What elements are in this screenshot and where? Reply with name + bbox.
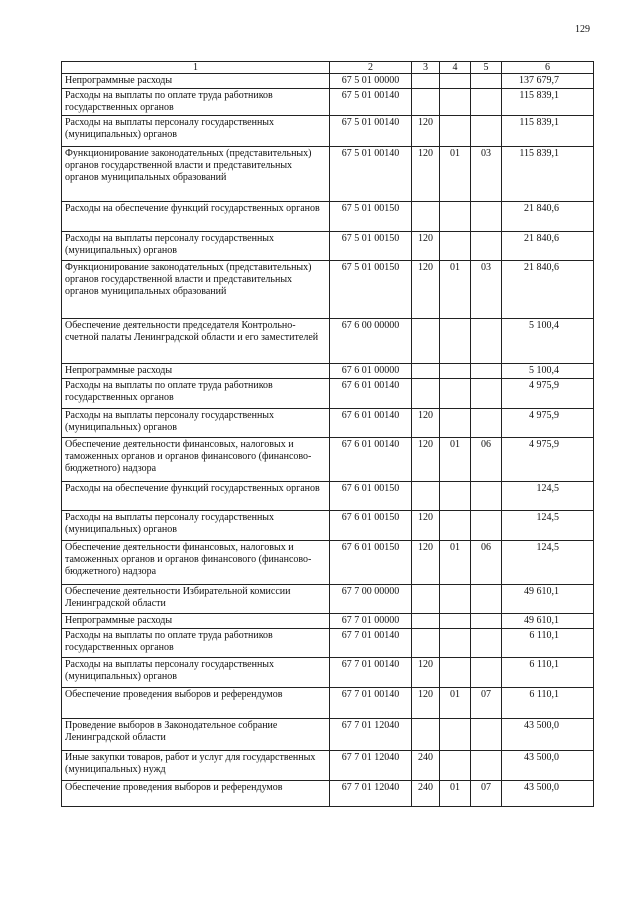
subsection-cell <box>471 614 502 629</box>
amount-cell: 124,5 <box>502 541 594 585</box>
row-name-cell: Непрограммные расходы <box>62 74 330 89</box>
expense-type-cell: 120 <box>412 438 440 482</box>
target-code-cell: 67 5 01 00140 <box>330 89 412 116</box>
row-name-cell: Расходы на выплаты персоналу государственных (муниципальных) органов <box>62 511 330 541</box>
amount-cell: 6 110,1 <box>502 629 594 658</box>
subsection-cell <box>471 379 502 409</box>
target-code-cell: 67 6 01 00000 <box>330 364 412 379</box>
expense-type-cell <box>412 719 440 751</box>
table-row <box>62 147 594 202</box>
table-row <box>62 202 594 232</box>
section-cell: 01 <box>440 541 471 585</box>
section-cell <box>440 658 471 688</box>
table-row <box>62 482 594 511</box>
column-header: 6 <box>502 62 594 74</box>
subsection-cell: 07 <box>471 781 502 807</box>
row-name-cell: Расходы на выплаты персоналу государственных (муниципальных) органов <box>62 409 330 438</box>
row-name-cell: Обеспечение деятельности финансовых, налоговых и таможенных органов и органов финансового (финансово-бюджетного) надзора <box>62 438 330 482</box>
target-code-cell: 67 7 01 00000 <box>330 614 412 629</box>
table-row <box>62 629 594 658</box>
amount-cell: 21 840,6 <box>502 232 594 261</box>
expense-type-cell <box>412 379 440 409</box>
section-cell <box>440 319 471 364</box>
subsection-cell <box>471 719 502 751</box>
row-name-cell: Обеспечение проведения выборов и референдумов <box>62 781 330 807</box>
expense-type-cell <box>412 319 440 364</box>
expense-type-cell <box>412 202 440 232</box>
row-name-cell: Обеспечение деятельности председателя Контрольно-счетной палаты Ленинградской области и его заместителей <box>62 319 330 364</box>
target-code-cell: 67 5 01 00140 <box>330 147 412 202</box>
table-row <box>62 585 594 614</box>
target-code-cell: 67 6 01 00140 <box>330 409 412 438</box>
row-name-cell: Обеспечение деятельности финансовых, налоговых и таможенных органов и органов финансового (финансово-бюджетного) надзора <box>62 541 330 585</box>
target-code-cell: 67 6 01 00150 <box>330 482 412 511</box>
expense-type-cell <box>412 364 440 379</box>
subsection-cell: 03 <box>471 147 502 202</box>
amount-cell: 6 110,1 <box>502 688 594 719</box>
section-cell: 01 <box>440 438 471 482</box>
subsection-cell: 06 <box>471 438 502 482</box>
expense-type-cell: 120 <box>412 541 440 585</box>
table-row <box>62 232 594 261</box>
target-code-cell: 67 6 01 00150 <box>330 511 412 541</box>
target-code-cell: 67 5 01 00150 <box>330 232 412 261</box>
section-cell <box>440 379 471 409</box>
row-name-cell: Расходы на выплаты по оплате труда работников государственных органов <box>62 379 330 409</box>
amount-cell: 43 500,0 <box>502 751 594 781</box>
table-row <box>62 541 594 585</box>
target-code-cell: 67 7 01 12040 <box>330 719 412 751</box>
expense-type-cell: 120 <box>412 409 440 438</box>
row-name-cell: Расходы на обеспечение функций государственных органов <box>62 482 330 511</box>
table-header-row <box>62 62 594 74</box>
table-body <box>62 74 594 807</box>
target-code-cell: 67 7 01 00140 <box>330 688 412 719</box>
subsection-cell <box>471 232 502 261</box>
section-cell <box>440 482 471 511</box>
expense-type-cell <box>412 89 440 116</box>
table-row <box>62 364 594 379</box>
column-header: 5 <box>471 62 502 74</box>
target-code-cell: 67 7 01 12040 <box>330 751 412 781</box>
row-name-cell: Расходы на выплаты по оплате труда работников государственных органов <box>62 629 330 658</box>
section-cell <box>440 232 471 261</box>
expense-type-cell: 240 <box>412 751 440 781</box>
amount-cell: 4 975,9 <box>502 438 594 482</box>
amount-cell: 115 839,1 <box>502 116 594 147</box>
expense-type-cell <box>412 629 440 658</box>
section-cell <box>440 364 471 379</box>
amount-cell: 137 679,7 <box>502 74 594 89</box>
subsection-cell <box>471 751 502 781</box>
target-code-cell: 67 7 01 00140 <box>330 629 412 658</box>
amount-cell: 115 839,1 <box>502 147 594 202</box>
amount-cell: 6 110,1 <box>502 658 594 688</box>
row-name-cell: Функционирование законодательных (представительных) органов государственной власти и представительных органов муниципальных образований <box>62 261 330 319</box>
subsection-cell <box>471 585 502 614</box>
subsection-cell <box>471 658 502 688</box>
subsection-cell <box>471 409 502 438</box>
table-row <box>62 719 594 751</box>
section-cell: 01 <box>440 261 471 319</box>
expense-type-cell <box>412 482 440 511</box>
section-cell: 01 <box>440 147 471 202</box>
column-header: 3 <box>412 62 440 74</box>
section-cell: 01 <box>440 781 471 807</box>
subsection-cell <box>471 116 502 147</box>
section-cell <box>440 202 471 232</box>
subsection-cell <box>471 364 502 379</box>
amount-cell: 4 975,9 <box>502 379 594 409</box>
row-name-cell: Обеспечение проведения выборов и референдумов <box>62 688 330 719</box>
row-name-cell: Расходы на выплаты персоналу государственных (муниципальных) органов <box>62 658 330 688</box>
table-row <box>62 658 594 688</box>
table-row <box>62 751 594 781</box>
subsection-cell <box>471 202 502 232</box>
amount-cell: 124,5 <box>502 482 594 511</box>
target-code-cell: 67 6 00 00000 <box>330 319 412 364</box>
subsection-cell <box>471 319 502 364</box>
table-row <box>62 511 594 541</box>
expense-type-cell: 120 <box>412 116 440 147</box>
row-name-cell: Функционирование законодательных (представительных) органов государственной власти и представительных органов муниципальных образований <box>62 147 330 202</box>
row-name-cell: Расходы на обеспечение функций государственных органов <box>62 202 330 232</box>
table-row <box>62 116 594 147</box>
table-row <box>62 74 594 89</box>
row-name-cell: Иные закупки товаров, работ и услуг для государственных (муниципальных) нужд <box>62 751 330 781</box>
section-cell <box>440 74 471 89</box>
target-code-cell: 67 7 00 00000 <box>330 585 412 614</box>
subsection-cell <box>471 482 502 511</box>
amount-cell: 4 975,9 <box>502 409 594 438</box>
page-number: 129 <box>575 24 590 35</box>
expense-type-cell: 240 <box>412 781 440 807</box>
subsection-cell <box>471 89 502 116</box>
amount-cell: 21 840,6 <box>502 261 594 319</box>
row-name-cell: Непрограммные расходы <box>62 364 330 379</box>
budget-table <box>61 61 594 807</box>
amount-cell: 5 100,4 <box>502 319 594 364</box>
expense-type-cell <box>412 585 440 614</box>
table-row <box>62 409 594 438</box>
section-cell <box>440 89 471 116</box>
table-row <box>62 688 594 719</box>
column-header: 2 <box>330 62 412 74</box>
section-cell <box>440 629 471 658</box>
row-name-cell: Непрограммные расходы <box>62 614 330 629</box>
expense-type-cell: 120 <box>412 658 440 688</box>
section-cell <box>440 719 471 751</box>
expense-type-cell <box>412 74 440 89</box>
section-cell <box>440 511 471 541</box>
subsection-cell: 07 <box>471 688 502 719</box>
expense-type-cell <box>412 614 440 629</box>
table-row <box>62 438 594 482</box>
expense-type-cell: 120 <box>412 232 440 261</box>
target-code-cell: 67 6 01 00150 <box>330 541 412 585</box>
row-name-cell: Обеспечение деятельности Избирательной комиссии Ленинградской области <box>62 585 330 614</box>
subsection-cell <box>471 511 502 541</box>
expense-type-cell: 120 <box>412 261 440 319</box>
target-code-cell: 67 7 01 12040 <box>330 781 412 807</box>
amount-cell: 43 500,0 <box>502 719 594 751</box>
subsection-cell: 03 <box>471 261 502 319</box>
amount-cell: 5 100,4 <box>502 364 594 379</box>
row-name-cell: Расходы на выплаты по оплате труда работников государственных органов <box>62 89 330 116</box>
section-cell <box>440 751 471 781</box>
table-row <box>62 319 594 364</box>
expense-type-cell: 120 <box>412 511 440 541</box>
amount-cell: 49 610,1 <box>502 614 594 629</box>
subsection-cell <box>471 74 502 89</box>
target-code-cell: 67 5 01 00150 <box>330 202 412 232</box>
section-cell: 01 <box>440 688 471 719</box>
target-code-cell: 67 5 01 00150 <box>330 261 412 319</box>
expense-type-cell: 120 <box>412 147 440 202</box>
subsection-cell <box>471 629 502 658</box>
row-name-cell: Расходы на выплаты персоналу государственных (муниципальных) органов <box>62 232 330 261</box>
amount-cell: 49 610,1 <box>502 585 594 614</box>
row-name-cell: Проведение выборов в Законодательное собрание Ленинградской области <box>62 719 330 751</box>
subsection-cell: 06 <box>471 541 502 585</box>
table-row <box>62 614 594 629</box>
table-row <box>62 89 594 116</box>
row-name-cell: Расходы на выплаты персоналу государственных (муниципальных) органов <box>62 116 330 147</box>
section-cell <box>440 614 471 629</box>
section-cell <box>440 585 471 614</box>
expense-type-cell: 120 <box>412 688 440 719</box>
amount-cell: 43 500,0 <box>502 781 594 807</box>
target-code-cell: 67 7 01 00140 <box>330 658 412 688</box>
target-code-cell: 67 5 01 00140 <box>330 116 412 147</box>
table-row <box>62 379 594 409</box>
amount-cell: 124,5 <box>502 511 594 541</box>
table-row <box>62 781 594 807</box>
amount-cell: 21 840,6 <box>502 202 594 232</box>
section-cell <box>440 409 471 438</box>
target-code-cell: 67 6 01 00140 <box>330 379 412 409</box>
column-header: 1 <box>62 62 330 74</box>
column-header: 4 <box>440 62 471 74</box>
target-code-cell: 67 6 01 00140 <box>330 438 412 482</box>
amount-cell: 115 839,1 <box>502 89 594 116</box>
section-cell <box>440 116 471 147</box>
table-row <box>62 261 594 319</box>
target-code-cell: 67 5 01 00000 <box>330 74 412 89</box>
